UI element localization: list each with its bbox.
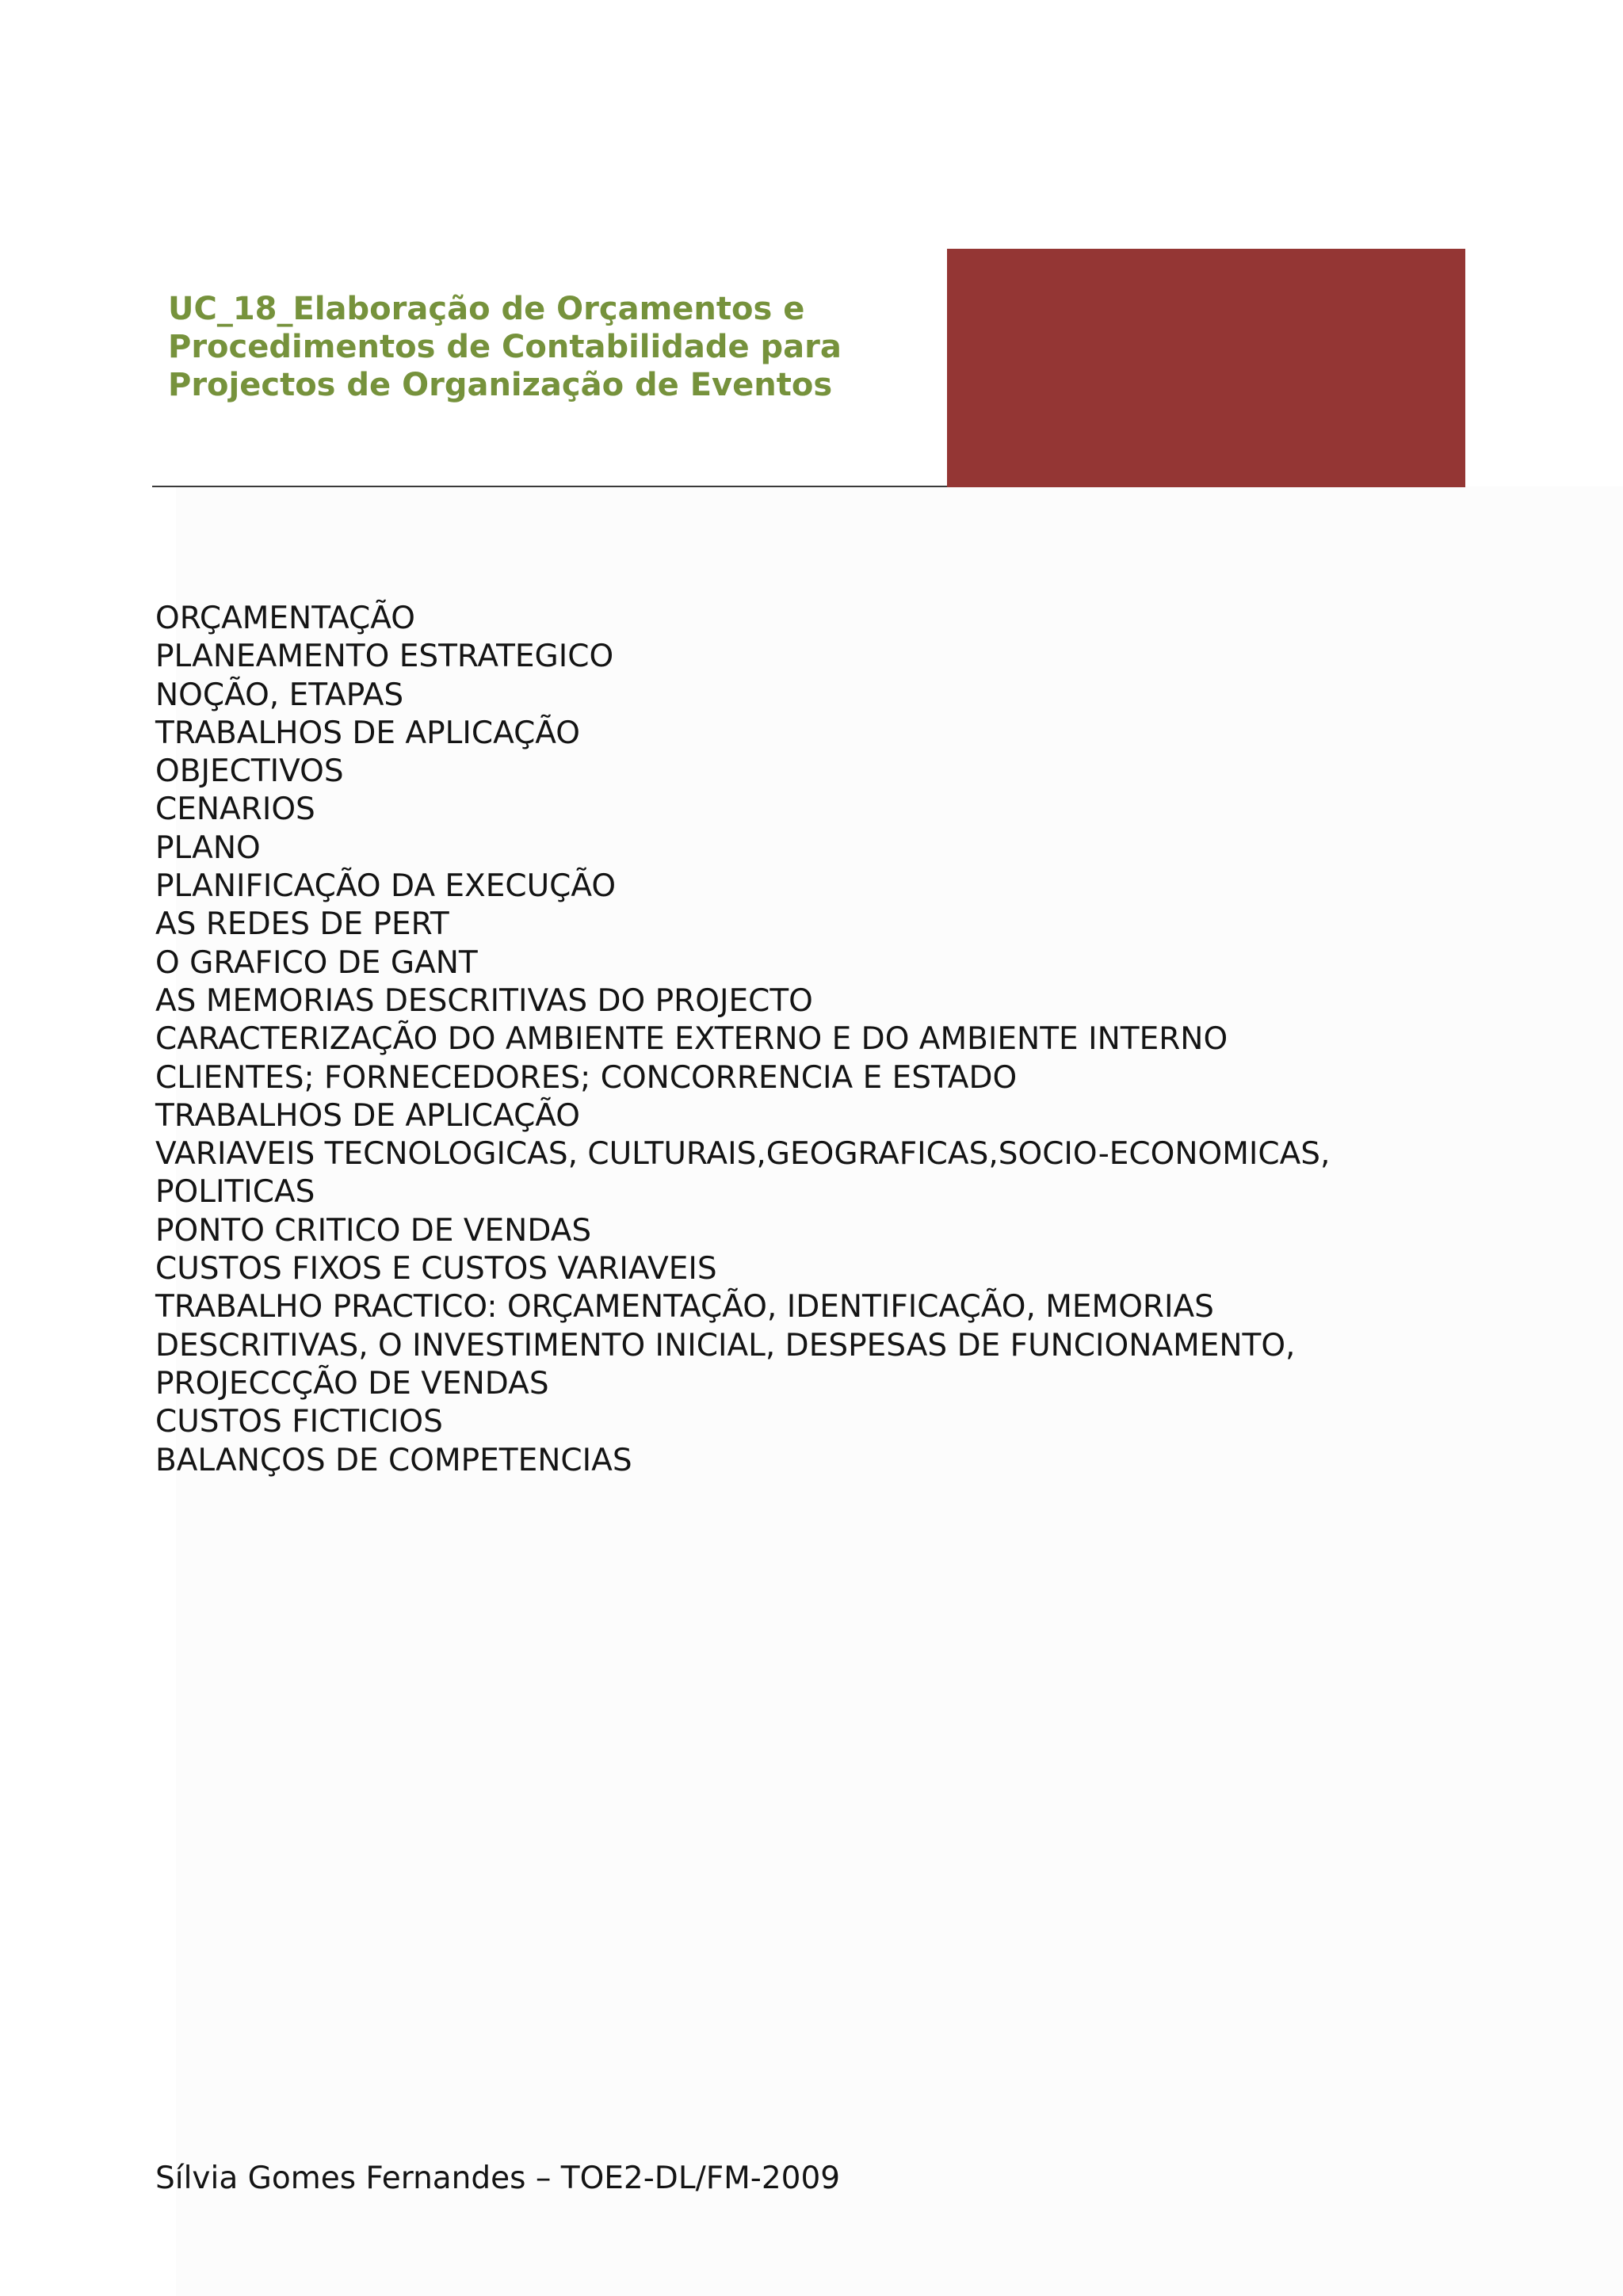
topic-item: AS MEMORIAS DESCRITIVAS DO PROJECTO [155, 982, 813, 1019]
topic-item: CARACTERIZAÇÃO DO AMBIENTE EXTERNO E DO AMBIENTE INTERNO [155, 1021, 1228, 1058]
footer-author: Sílvia Gomes Fernandes – TOE2-DL/FM-2009 [155, 2161, 841, 2196]
topic-item: PLANO [155, 830, 261, 866]
topic-item: TRABALHOS DE APLICAÇÃO [155, 715, 581, 751]
topic-list [155, 600, 1487, 1480]
topic-item: O GRAFICO DE GANT [155, 944, 478, 981]
title-line: Projectos de Organização de Eventos [168, 367, 833, 403]
topic-item: BALANÇOS DE COMPETENCIAS [155, 1442, 632, 1478]
topic-item: NOÇÃO, ETAPAS [155, 677, 404, 713]
title-line: UC_18_Elaboração de Orçamentos e [168, 291, 805, 327]
document-title [168, 290, 929, 404]
topic-item: VARIAVEIS TECNOLOGICAS, CULTURAIS,GEOGRAFICAS,SOCIO-ECONOMICAS, [155, 1136, 1331, 1173]
topic-item: CLIENTES; FORNECEDORES; CONCORRENCIA E ESTADO [155, 1059, 1018, 1096]
topic-item: DESCRITIVAS, O INVESTIMENTO INICIAL, DESPESAS DE FUNCIONAMENTO, [155, 1327, 1296, 1363]
topic-item: CENARIOS [155, 791, 315, 828]
title-line: Procedimentos de Contabilidade para [168, 329, 842, 365]
topic-item: OBJECTIVOS [155, 753, 344, 790]
topic-item: PLANEAMENTO ESTRATEGICO [155, 639, 614, 675]
topic-item: CUSTOS FIXOS E CUSTOS VARIAVEIS [155, 1251, 717, 1287]
topic-item: TRABALHOS DE APLICAÇÃO [155, 1097, 581, 1134]
topic-item: PROJECCÇÃO DE VENDAS [155, 1365, 549, 1402]
topic-item: ORÇAMENTAÇÃO [155, 601, 415, 636]
topic-item: PLANIFICAÇÃO DA EXECUÇÃO [155, 868, 617, 905]
topic-item: TRABALHO PRACTICO: ORÇAMENTAÇÃO, IDENTIFICAÇÃO, MEMORIAS [155, 1289, 1214, 1325]
topic-item: POLITICAS [155, 1174, 315, 1211]
header-color-block [947, 249, 1465, 487]
topic-item: CUSTOS FICTICIOS [155, 1404, 443, 1440]
topic-item: PONTO CRITICO DE VENDAS [155, 1212, 592, 1249]
header-divider [152, 486, 947, 487]
topic-item: AS REDES DE PERT [155, 906, 449, 943]
